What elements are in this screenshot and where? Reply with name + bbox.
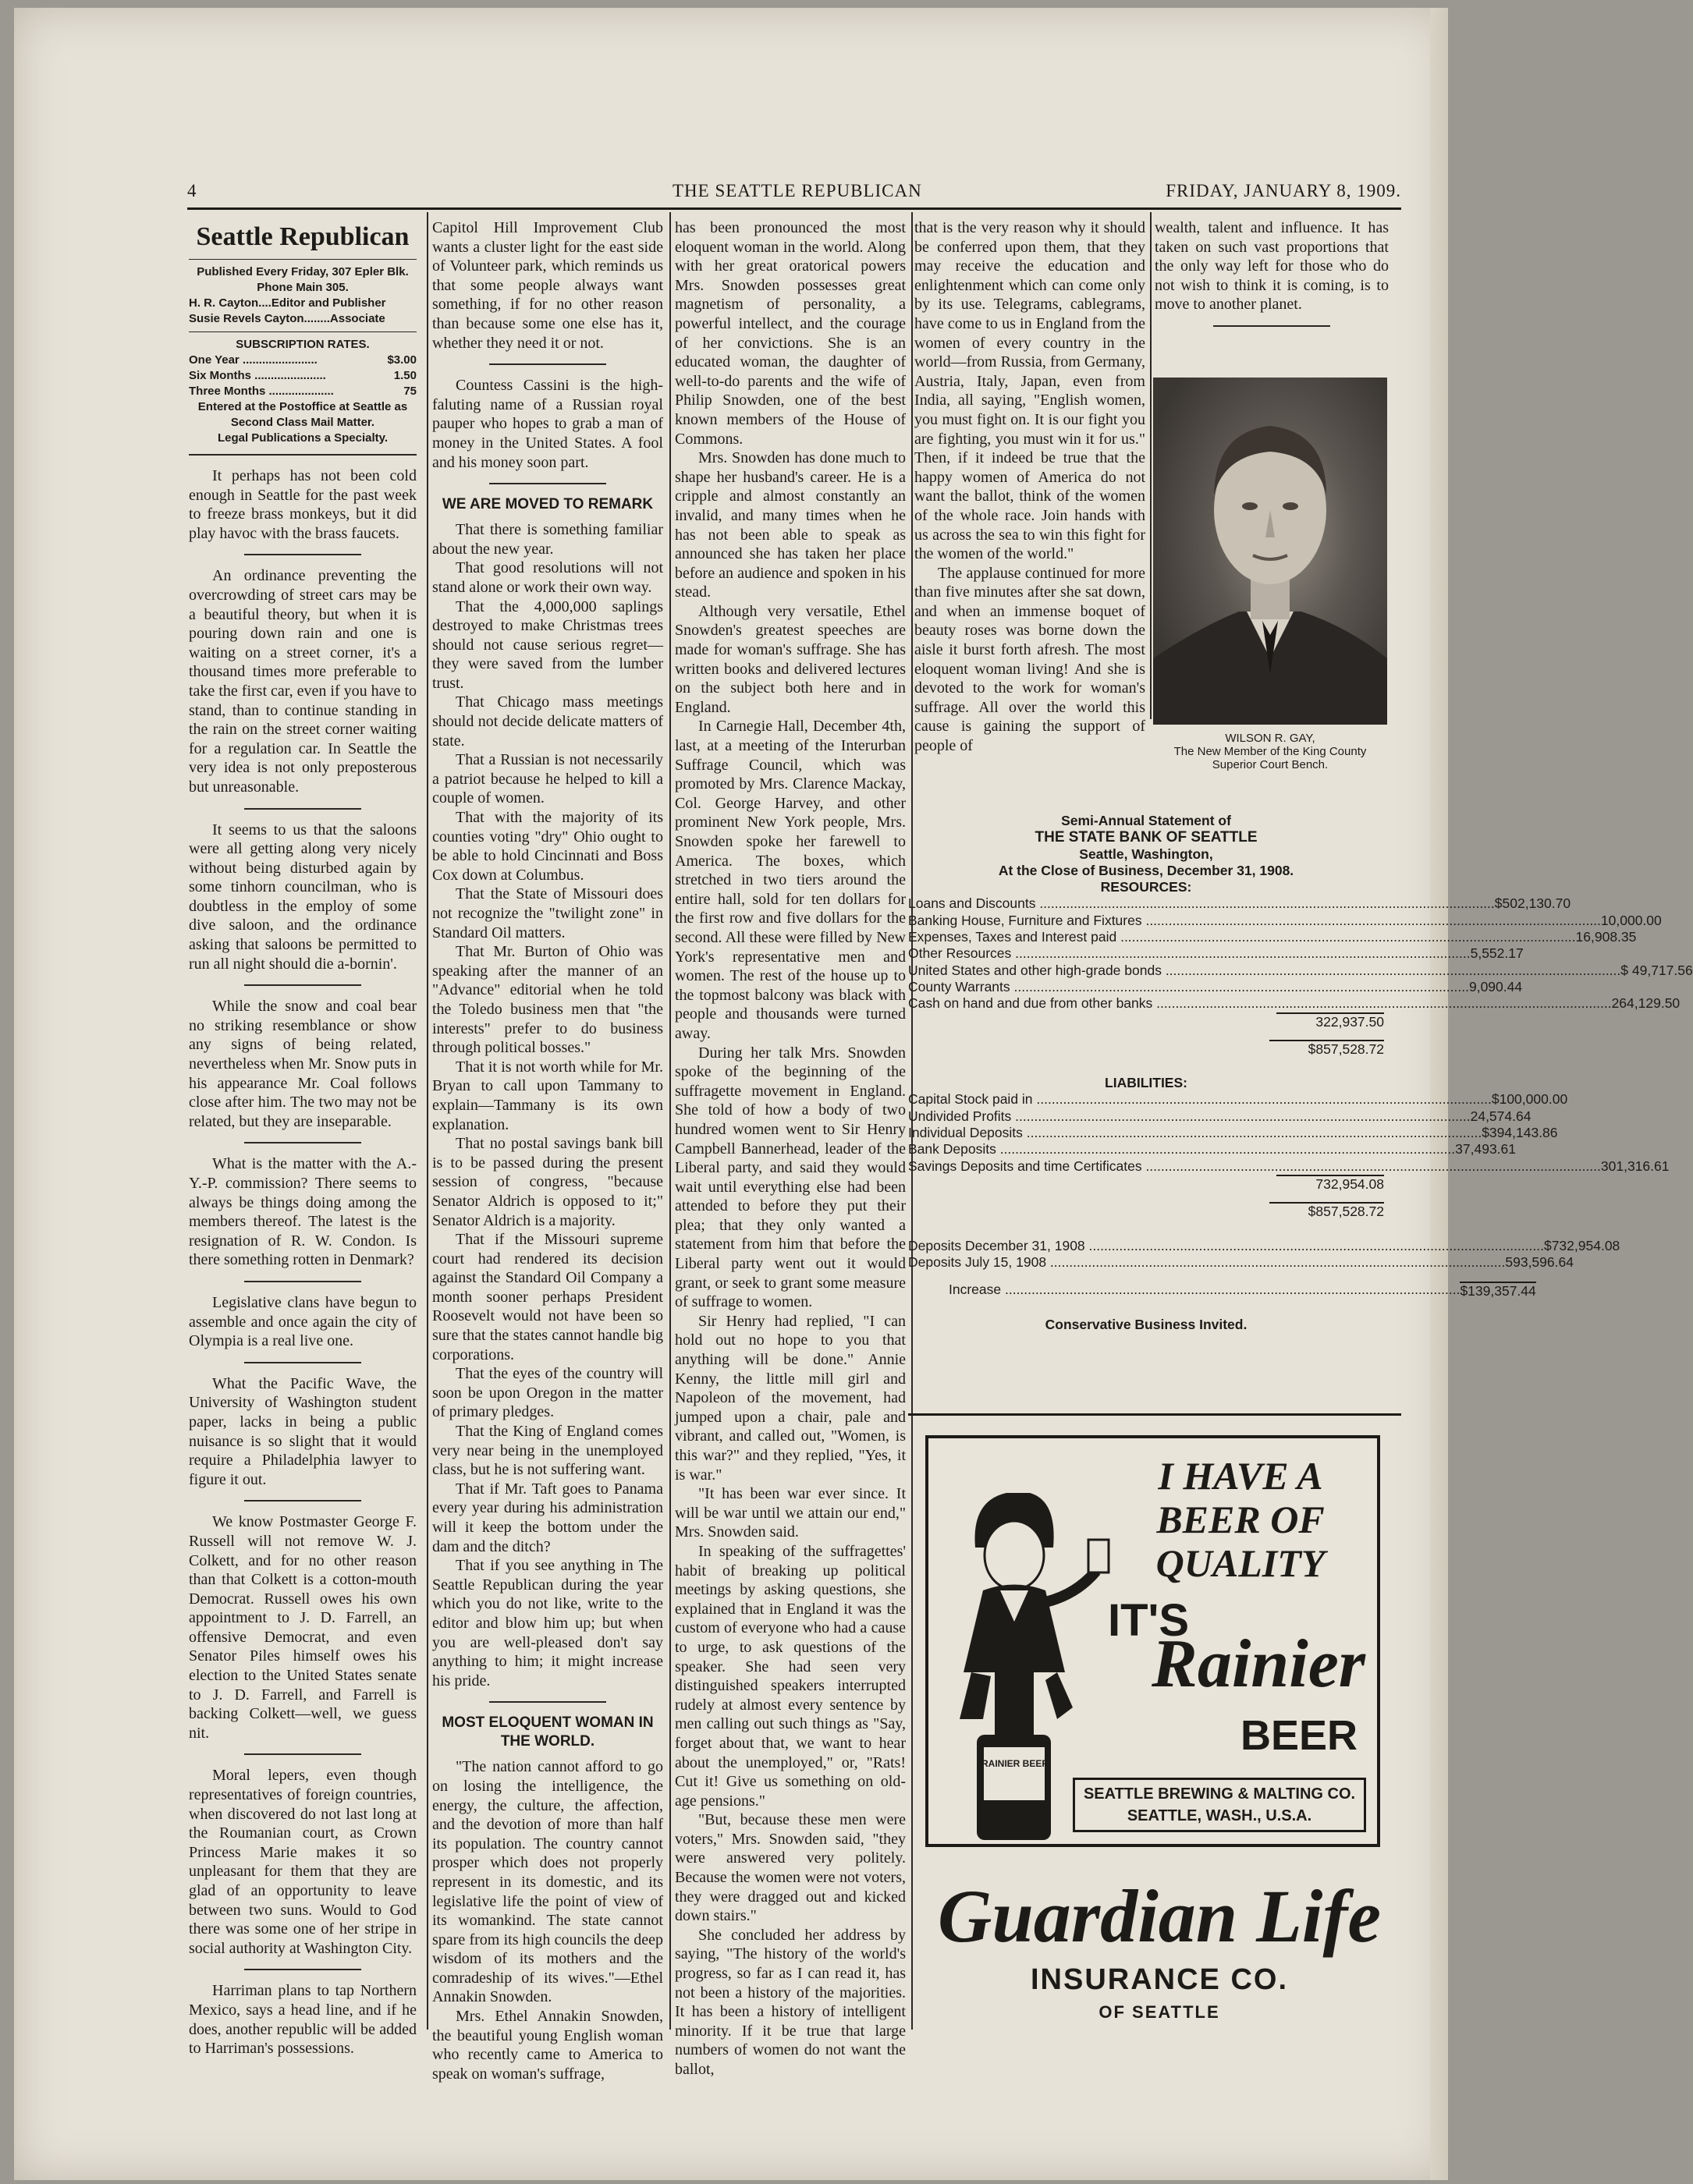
ad-headline-line1: I HAVE A [1158, 1454, 1323, 1498]
paragraph: "It has been war ever since. It will be war until we attain our end," Mrs. Snowden said. [675, 1485, 906, 1541]
increase-amount: $139,357.44 [1460, 1283, 1536, 1299]
ad-beer: BEER [1240, 1712, 1358, 1759]
column-5 [1155, 218, 1389, 367]
ledger-amount: $100,000.00 [1491, 1091, 1568, 1108]
resources-heading: RESOURCES: [1100, 879, 1192, 895]
ledger-inner-amount: 9,090.44 [1468, 978, 1523, 994]
masthead-line: Published Every Friday, 307 Epler Blk. [197, 265, 409, 278]
rate-row: Six Months ...................... 1.50 [189, 369, 417, 382]
ledger-label: Capital Stock paid in ..... [908, 1091, 1492, 1108]
ledger-row [908, 1141, 1517, 1158]
portrait-caption [1145, 732, 1395, 771]
paragraph: Mrs. Snowden has done much to shape her husband's career. He is a cripple and almost constantly an invalid, and many times when he has not been able to speak as announced she has taken her place before an audience and spoken in his stead. [675, 449, 906, 601]
ad-brand: Rainier [1152, 1626, 1365, 1702]
ledger-label: Banking House, Furniture and Fixtures ..... [908, 913, 1601, 929]
paragraph: She concluded her address by saying, "The history of the world's progress, so far as I can read it, has not been a history of the majorities. It has been a history of intelligent minority. If it be true that large numbers of women do not want the ballot, [675, 1926, 906, 2078]
paragraph: That if the Missouri supreme court had rendered its decision against the Standard Oil Company a month sooner perhaps President Roosevelt would not have been so sure that the states cannot handle big corporations. [432, 1231, 663, 1363]
column-rule [669, 212, 671, 2030]
paragraph: Sir Henry had replied, "I can hold out no hope to you that anything will be done." Annie Kenny, the little mill girl and Napoleon of the movement, had jumped upon a chair, pale and vibrant, and called out, "Women, is this war?" and they replied, "Yes, it is war." [675, 1312, 906, 1484]
paragraph: That with the majority of its counties voting "dry" Ohio ought to be able to hold Cincinnati and Boss Cox down at Columbus. [432, 809, 663, 884]
bottle-label: RAINIER BEER [981, 1758, 1049, 1769]
paragraph: Capitol Hill Improvement Club wants a cluster light for the east side of Volunteer park, which reminds us that some people always want something, if for no other reason than because some one else has it, whether they need it or not. [432, 219, 663, 352]
liabilities-heading: LIABILITIES: [1105, 1075, 1187, 1091]
caption-name: WILSON R. GAY, [1225, 732, 1315, 745]
ledger-label: County Warrants ..... [908, 979, 1469, 995]
ledger-label: Deposits July 15, 1908 ..... [908, 1254, 1505, 1271]
paragraph: That the King of England comes very near being in the unemployed class, but he is not suffering want. [432, 1423, 663, 1479]
ad-headline-line3: QUALITY [1155, 1541, 1326, 1585]
ledger-amount: 593,596.64 [1505, 1253, 1574, 1270]
ledger-inner-amount: 37,493.61 [1455, 1141, 1517, 1158]
paragraph: That a Russian is not necessarily a patriot because he helped to kill a couple of women. [432, 751, 663, 807]
paragraph: That if Mr. Taft goes to Panama every year during his administration will it keep the bottom under the dam and the ditch? [432, 1480, 663, 1555]
liabilities-subtotal: 732,954.08 [1276, 1175, 1384, 1193]
paragraph: Moral lepers, even though representatives of foreign countries, when discovered do not last long at the Roumanian court, as Crown Princess Marie makes it so unpleasant for them that they are glad of an opportunity to leave between two suns. Would to God there was some one of her stripe in social authority at Washington City. [189, 1767, 417, 1957]
guardian-life-insurance: INSURANCE CO. [1030, 1963, 1289, 1996]
ledger-inner-amount: 264,129.50 [1611, 995, 1681, 1012]
statement-bank-name: THE STATE BANK OF SEATTLE [1035, 829, 1258, 846]
rates-heading: SUBSCRIPTION RATES. [236, 338, 370, 351]
paragraph: That Chicago mass meetings should not decide delicate matters of state. [432, 693, 663, 750]
ledger-row [908, 978, 1523, 995]
paragraph: That there is something familiar about the new year. [432, 521, 663, 558]
liabilities-total: $857,528.72 [1269, 1202, 1384, 1220]
bank-statement [908, 813, 1693, 1334]
masthead [189, 220, 417, 456]
paragraph: That the 4,000,000 saplings destroyed to make Christmas trees should not cause serious regret—they were saved from the lumber trust. [432, 597, 663, 692]
rate-row: One Year ....................... $3.00 [189, 353, 417, 367]
paragraph: What is the matter with the A.-Y.-P. commission? There seems to always be things doing among the members thereof. The latest is the resignation of R. W. Condon. Is there something rotten in Denmark? [189, 1155, 417, 1269]
paragraph: Countess Cassini is the high-faluting name of a Russian royal pauper who hopes to grab a man of money in the United States. A fool and his money soon part. [432, 377, 663, 471]
ledger-label: Individual Deposits ..... [908, 1125, 1482, 1141]
ledger-row [908, 1108, 1532, 1125]
ledger-row [908, 1125, 1558, 1141]
ledger-label: Bank Deposits ..... [908, 1141, 1455, 1158]
ledger-amount: $502,130.70 [1494, 895, 1571, 912]
paragraph: Legislative clans have begun to assemble and once again the city of Olympia is a real live one. [189, 1293, 417, 1350]
ledger-inner-amount: $ 49,717.56 [1620, 962, 1693, 978]
statement-date: At the Close of Business, December 31, 1908. [998, 862, 1294, 878]
paragraph: That if you see anything in The Seattle Republican during the year which you do not like, write to the editor and blow him up; but when you are well-pleased don't say anything to him; it might increase his pride. [432, 1557, 663, 1689]
statement-location: Seattle, Washington, [1079, 846, 1213, 862]
resources-total: $857,528.72 [1269, 1040, 1384, 1058]
ledger-amount: 24,574.64 [1470, 1108, 1532, 1124]
ledger-row [908, 1253, 1574, 1271]
ledger-label: Savings Deposits and time Certificates ..... [908, 1158, 1601, 1175]
ledger-label: Cash on hand and due from other banks ..... [908, 995, 1612, 1012]
masthead-line: Legal Publications a Specialty. [217, 431, 389, 445]
paragraph: "The nation cannot afford to go on losing the intelligence, the energy, the culture, the affection, and the devotion of more than half its population. The country cannot prosper which does not properly represent in its domestic, and its legislative life the point of view of its womankind. The state cannot spare from its high councils the deep wisdom of its mothers and the comradeship of its wives."—Ethel Annakin Snowden. [432, 1758, 663, 2006]
paragraph: What the Pacific Wave, the University of Washington student paper, lacks in being a public nuisance is so slight that it would require a Philadelphia lawyer to figure it out. [189, 1374, 417, 1488]
masthead-title: Seattle Republican [196, 222, 410, 251]
issue-date: FRIDAY, JANUARY 8, 1909. [1166, 181, 1401, 200]
column-1 [189, 218, 417, 2058]
paragraph: Although very versatile, Ethel Snowden's greatest speeches are made for woman's suffrage. She has written books and delivered lectures on the subject both here and in England. [675, 602, 906, 716]
ledger-label: Other Resources ..... [908, 945, 1471, 962]
paragraph: "But, because these men were voters," Mrs. Snowden said, "they were answered very politely. Because the women were not voters, they were dragged out and kicked down stairs." [675, 1811, 906, 1925]
caption-line: The New Member of the King County [1173, 745, 1367, 758]
masthead-line: Second Class Mail Matter. [230, 416, 375, 429]
page-number: 4 [187, 181, 197, 200]
statement-title: Semi-Annual Statement of [1061, 813, 1231, 828]
ledger-inner-amount: 301,316.61 [1600, 1158, 1670, 1174]
paper-name: THE SEATTLE REPUBLICAN [673, 181, 922, 200]
paragraph: An ordinance preventing the overcrowding of street cars may be a beautiful theory, but when it is pouring down rain and one is waiting on a street corner, it's a thousand times more preferable to take the first car, even if you have to stand, than to continue standing in the rain on the street corner waiting for a regulation car. In Seattle the very idea is not only preposterous but unreasonable. [189, 567, 417, 796]
ledger-label: Deposits December 31, 1908 ..... [908, 1238, 1544, 1254]
advertisements [908, 1413, 1401, 2037]
ledger-row [908, 1158, 1670, 1175]
ledger-label: Expenses, Taxes and Interest paid ..... [908, 929, 1576, 945]
ad-its: IT'S [1108, 1595, 1190, 1646]
paragraph: that is the very reason why it should be conferred upon them, that they may receive the education and enlightenment which can come only by its use. Telegrams, cablegrams, have come to us in England from the women of every country in the world—from Russia, from Germany, Austria, Italy, Japan, even from India, all saying, "English women, you must fight on. It is our fight you are fighting, you must win it for us." Then, if it indeed be true that the happy women of America do not want the ballot, think of the women of the whole race. Join hands with us across the sea to win this fight for the women of the world." [914, 219, 1145, 563]
rainier-beer-ad [925, 1435, 1380, 1847]
column-4 [914, 218, 1145, 780]
ledger-row [908, 1237, 1620, 1254]
ledger-label: Undivided Profits ..... [908, 1108, 1471, 1125]
ledger-label: Loans and Discounts ..... [908, 895, 1495, 912]
ledger-inner-amount: $394,143.86 [1482, 1125, 1558, 1141]
masthead-line: Susie Revels Cayton........Associate [189, 312, 385, 325]
paragraph: It perhaps has not been cold enough in Seattle for the past week to freeze brass monkeys, but it did play havoc with the brass faucets. [189, 467, 417, 542]
rate-row: Three Months .................... 75 [189, 385, 417, 398]
masthead-line: Phone Main 305. [257, 281, 349, 294]
ledger-row [908, 895, 1571, 912]
caption-line: Superior Court Bench. [1212, 758, 1329, 771]
column-rule [1150, 212, 1152, 719]
paragraph: That it is not worth while for Mr. Bryan to call upon Tammany to explain—Tammany is its own explanation. [432, 1058, 663, 1133]
increase-label: Increase ..... [949, 1282, 1460, 1299]
paragraph: wealth, talent and influence. It has taken on such vast proportions that the only way left for those who do not wish to think it is coming, is to move to another planet. [1155, 219, 1389, 314]
ledger-label: United States and other high-grade bonds ..... [908, 963, 1620, 979]
ad-company-location: SEATTLE, WASH., U.S.A. [1127, 1807, 1312, 1824]
ad-headline-line2: BEER OF [1156, 1498, 1325, 1541]
ad-rule [908, 1413, 1401, 1416]
paragraph: Harriman plans to tap Northern Mexico, says a head line, and if he does, another republic will be added to Harriman's possessions. [189, 1982, 417, 2058]
column-2 [432, 218, 663, 2083]
page-header [187, 181, 1401, 204]
ledger-row [908, 962, 1693, 979]
column-3 [675, 218, 906, 2078]
portrait-photo [1153, 378, 1387, 725]
section-heading: WE ARE MOVED TO REMARK [442, 496, 654, 513]
ledger-row [908, 1091, 1568, 1108]
paragraph: The applause continued for more than five minutes after she sat down, and when an immense boquet of beauty roses was borne down the aisle it burst forth afresh. The most eloquent woman living! And she is devoted to the work for woman's suffrage. All over the world this cause is gaining the support of people of [914, 564, 1145, 755]
resources-subtotal: 322,937.50 [1276, 1012, 1384, 1030]
paragraph: While the snow and coal bear no striking resemblance or show any signs of being related, nevertheless when Mr. Snow puts in his appearance Mr. Coal follows close after him. The two may not be related, but they are inseparable. [189, 998, 417, 1130]
ledger-amount: 5,552.17 [1470, 945, 1524, 962]
portrait-figure-icon [1153, 378, 1387, 725]
guardian-life-location: OF SEATTLE [1098, 2002, 1220, 2022]
paragraph: That good resolutions will not stand alone or work their own way. [432, 559, 663, 596]
paragraph: has been pronounced the most eloquent woman in the world. Along with her great oratorical powers Mrs. Snowden possesses great magnetism of personality, a powerful intellect, and the courage of her convictions. She is an educated woman, the daughter of well-to-do parents and the wife of Philip Snowden, one of the best known members of the House of Commons. [675, 219, 906, 448]
paragraph: During her talk Mrs. Snowden spoke of the beginning of the suffragette movement in England. She told of how a body of two hundred women went to Sir Henry Campbell Bannerhead, leader of the Liberal party, and said they would wait until everything else had been attended to before they put their plea; that they only wanted a statement from him that before the Liberal party went out it would grant, or seek to grant some measure of suffrage to women. [675, 1044, 906, 1311]
paragraph: In Carnegie Hall, December 4th, last, at a meeting of the Interurban Suffrage Council, which was promoted by Mrs. Clarence Mackay, Col. George Harvey, and other prominent New York people, Mrs. Snowden spoke her farewell to America. The boxes, which stretched in two tiers around the entire hall, sold for ten dollars for the first row and five dollars for the second. All these were filled by New York's representative men and women. The rest of the house up to the topmost balcony was black with people and thousands were turned away. [675, 718, 906, 1042]
paragraph: That the State of Missouri does not recognize the "twilight zone" in Standard Oil matters. [432, 885, 663, 941]
masthead-line: Entered at the Postoffice at Seattle as [197, 400, 408, 413]
ad-company: SEATTLE BREWING & MALTING CO. [1083, 1785, 1356, 1803]
paragraph: We know Postmaster George F. Russell will not remove W. J. Colkett, and for no other reason than that Colkett is a cotton-mouth Democrat. Russell owes his own appointment to J. D. Farrell, an offensive Democrat, and even Senator Piles himself owes his election to the United States senate to J. D. Farrell, and Farrell is backing Colkett—well, we guess nit. [189, 1513, 417, 1742]
masthead-line: H. R. Cayton....Editor and Publisher [189, 296, 386, 310]
ledger-row [908, 945, 1524, 962]
paragraph: That the eyes of the country will soon be upon Oregon in the matter of primary pledges. [432, 1365, 663, 1421]
paragraph: In speaking of the suffragettes' habit of breaking up political meetings by asking questions, she explained that in England it was the custom of everyone who had a cause to urge, to ask questions of the speaker. She had seen very distinguished speakers interrupted rudely at almost every sentence by men calling out such things as "Say, forget about that, we want to hear about the unemployed," or, "Rats! Cut it! Give us something on old-age pensions." [675, 1542, 906, 1810]
ledger-amount: 10,000.00 [1600, 912, 1662, 928]
ledger-row [908, 995, 1681, 1012]
column-rule [427, 212, 428, 2030]
ledger-row [908, 929, 1637, 945]
header-rule [187, 207, 1401, 210]
paragraph: It seems to us that the saloons were all getting along very nicely without being disturbed again by some tinhorn councilman, who is doubtless in the employ of some dive saloon, and the ordinance asking that saloons be permitted to run all night should die a-bornin'. [189, 821, 417, 973]
paragraph: That Mr. Burton of Ohio was speaking after the manner of an "Advance" editorial when he told the Toledo business men that "the interests" prefer to do business through political bosses." [432, 943, 663, 1057]
guardian-life-logo: Guardian Life [937, 1874, 1382, 1958]
ledger-row [908, 912, 1662, 929]
paragraph: That no postal savings bank bill is to be passed during the present session of congress, "because Senator Aldrich is opposed to it;" Senator Aldrich is a majority. [432, 1135, 663, 1229]
ledger-amount: $732,954.08 [1543, 1237, 1620, 1253]
ledger-amount: 16,908.35 [1575, 929, 1637, 945]
statement-footer: Conservative Business Invited. [1045, 1317, 1248, 1333]
section-heading: MOST ELOQUENT WOMAN IN THE WORLD. [442, 1714, 654, 1750]
paragraph: Mrs. Ethel Annakin Snowden, the beautiful young English woman who recently came to America to speak on woman's suffrage, [432, 2008, 663, 2083]
